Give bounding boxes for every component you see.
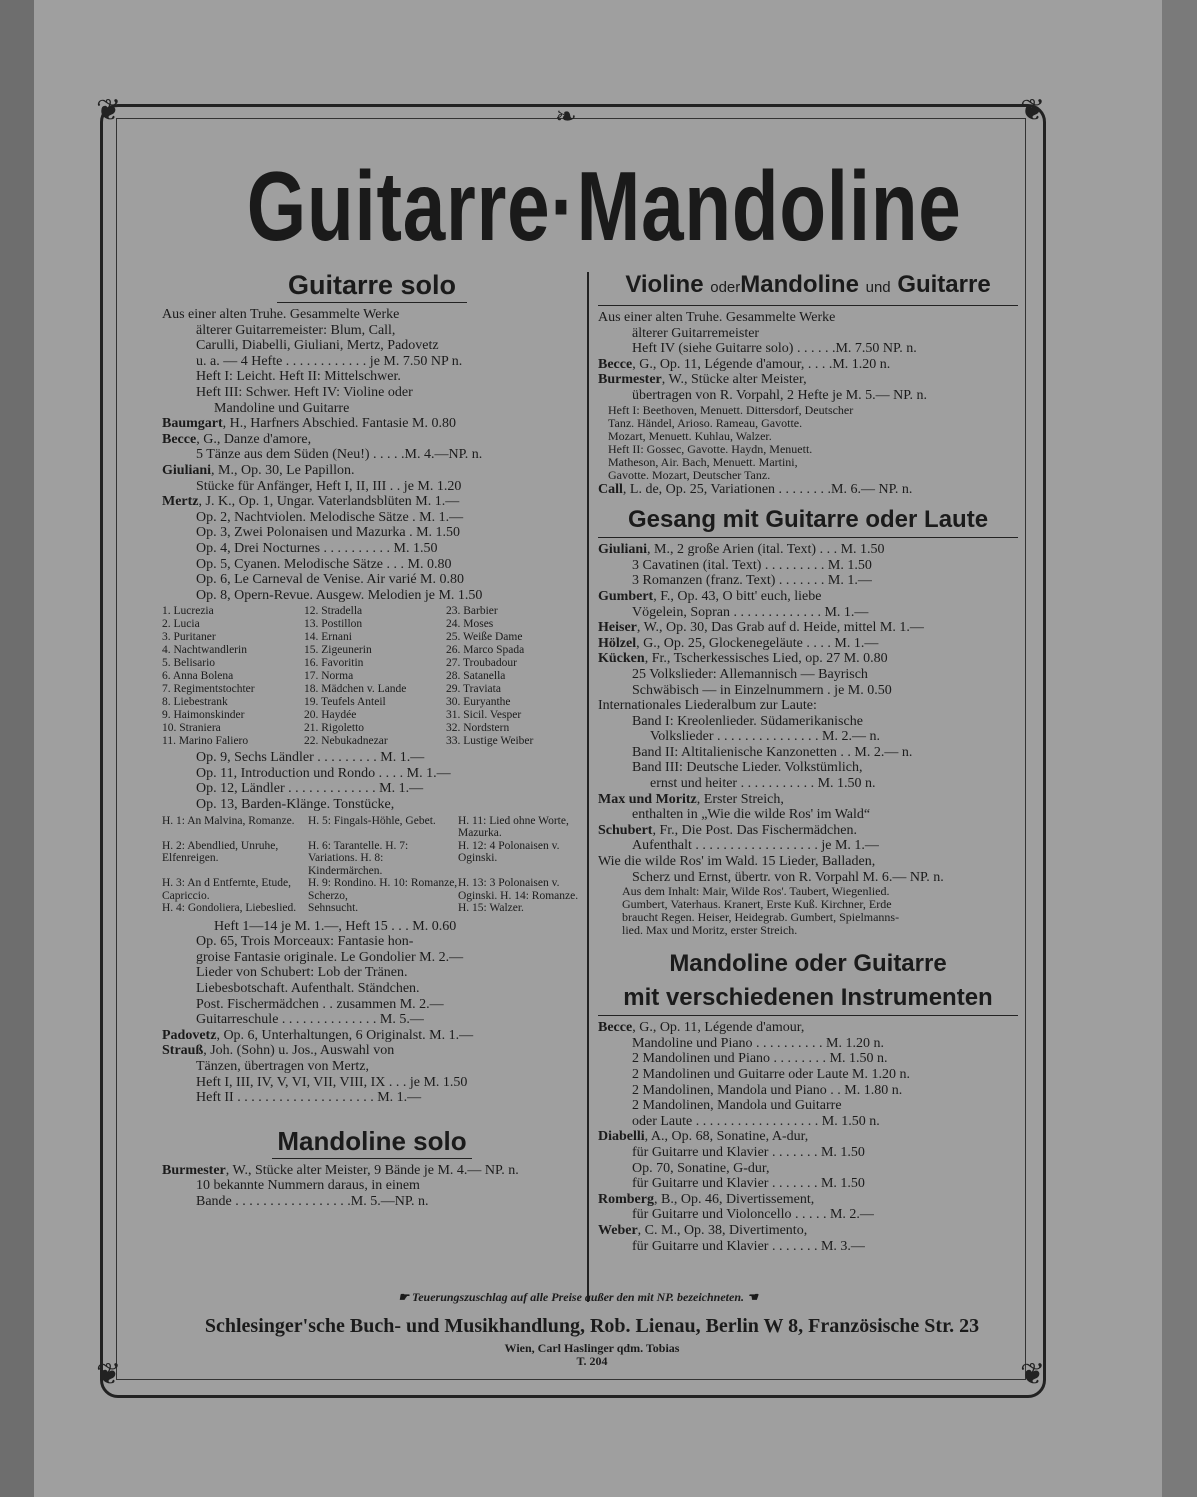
opera-item: 32. Nordstern bbox=[446, 722, 510, 735]
section-heading-guitarre-solo: Guitarre solo bbox=[287, 270, 457, 300]
opera-item: 5. Belisario bbox=[162, 657, 216, 670]
opera-item: 6. Anna Bolena bbox=[162, 670, 234, 683]
opera-item: 12. Stradella bbox=[304, 605, 363, 618]
contents-line: Mozart, Menuett. Kuhlau, Walzer. bbox=[608, 428, 772, 443]
barden-item: H. 13: 3 Polonaisen v. Oginski. H. 14: Romanze. bbox=[458, 877, 579, 902]
barden-item: H. 3: An d Entfernte, Etude, Capriccio. bbox=[162, 877, 292, 902]
entry-line: Guitarreschule . . . . . . . . . . . . . . M. 5.— bbox=[196, 1012, 424, 1028]
entry-line: Op. 3, Zwei Polonaisen und Mazurka . M. 1.50 bbox=[196, 525, 461, 541]
opera-item: 31. Sicil. Vesper bbox=[446, 709, 522, 722]
opera-item: 29. Traviata bbox=[446, 683, 501, 696]
opera-item: 13. Postillon bbox=[304, 618, 363, 631]
entry-line: Kücken, Fr., Tscherkessisches Lied, op. 27 M. 0.80 bbox=[598, 651, 888, 667]
entry-line: Weber, C. M., Op. 38, Divertimento, bbox=[598, 1222, 808, 1238]
barden-item: H. 1: An Malvina, Romanze. bbox=[162, 814, 295, 827]
entry-line: Internationales Liederalbum zur Laute: bbox=[598, 698, 817, 714]
heading-word: Mandoline bbox=[740, 271, 859, 298]
corner-ornament-icon: ❦ bbox=[96, 94, 122, 127]
opera-item: 25. Weiße Dame bbox=[446, 631, 523, 644]
opera-item: 22. Nebukadnezar bbox=[304, 735, 388, 748]
contents-line: braucht Regen. Heiser, Heidegrab. Gumbert, Spielmanns- bbox=[622, 910, 900, 925]
opera-item: 20. Haydée bbox=[304, 709, 357, 722]
barden-item: H. 9: Rondino. H. 10: Romanze, Scherzo, bbox=[308, 877, 458, 902]
entry-line: Liebesbotschaft. Aufenthalt. Ständchen. bbox=[196, 981, 420, 997]
publisher-vienna: Wien, Carl Haslinger qdm. Tobias bbox=[504, 1341, 680, 1355]
entry-list bbox=[598, 542, 1018, 885]
opera-item: 9. Haimonskinder bbox=[162, 709, 245, 722]
entry-line: Becce, G., Danze d'amore, bbox=[162, 431, 312, 447]
publisher-line: Schlesinger'sche Buch- und Musikhandlung, Rob. Lienau, Berlin W 8, Französische Str. 23 bbox=[204, 1315, 980, 1337]
section-heading-mandoline-guitarre: Mandoline oder Guitarre bbox=[669, 950, 947, 978]
entry-line: Becce, G., Op. 11, Légende d'amour, . . . .M. 1.20 n. bbox=[598, 356, 891, 372]
entry-line: groise Fantasie originale. Le Gondolier M. 2.— bbox=[196, 949, 464, 965]
entry-line: Op. 8, Opern-Revue. Ausgew. Melodien je M. 1.50 bbox=[196, 587, 483, 603]
top-ornament-icon: ❧ bbox=[555, 102, 577, 131]
entry-line: u. a. — 4 Hefte . . . . . . . . . . . . je M. 7.50 NP n. bbox=[196, 353, 463, 369]
opera-item: 16. Favoritin bbox=[304, 657, 364, 670]
entry-line: Diabelli, A., Op. 68, Sonatine, A-dur, bbox=[598, 1129, 809, 1145]
entry-line: Band II: Altitalienische Kanzonetten . . M. 2.— n. bbox=[632, 744, 913, 760]
entry-line: ernst und heiter . . . . . . . . . . . M. 1.50 n. bbox=[650, 776, 876, 792]
entry-line: 2 Mandolinen, Mandola und Piano . . M. 1.80 n. bbox=[632, 1082, 903, 1098]
barden-item: H. 2: Abendlied, Unruhe, Elfenreigen. bbox=[162, 839, 279, 865]
opera-item: 17. Norma bbox=[304, 670, 354, 683]
entry-line: 2 Mandolinen, Mandola und Guitarre bbox=[632, 1098, 842, 1114]
left-column bbox=[162, 270, 582, 1210]
contents-line: lied. Max und Moritz, erster Streich. bbox=[622, 923, 798, 938]
opera-item: 23. Barbier bbox=[446, 605, 498, 618]
entry-line: Schubert, Fr., Die Post. Das Fischermädchen. bbox=[598, 822, 857, 838]
entry-list bbox=[162, 919, 582, 1106]
entry-line: Carulli, Diabelli, Giuliani, Mertz, Padovetz bbox=[196, 338, 439, 354]
entry-list bbox=[162, 307, 582, 603]
entry-line: Giuliani, M., Op. 30, Le Papillon. bbox=[162, 462, 355, 478]
opera-item: 27. Troubadour bbox=[446, 657, 517, 670]
opera-item: 26. Marco Spada bbox=[446, 644, 525, 657]
entry-line: Post. Fischermädchen . . zusammen M. 2.— bbox=[196, 996, 444, 1012]
barden-item: H. 5: Fingals-Höhle, Gebet. bbox=[308, 814, 436, 827]
opera-item: 30. Euryanthe bbox=[446, 696, 511, 709]
entry-line: Romberg, B., Op. 46, Divertissement, bbox=[598, 1191, 815, 1207]
surcharge-note-text: Teuerungszuschlag auf alle Preise außer den mit NP. bezeichneten. bbox=[411, 1290, 745, 1304]
barden-item: H. 12: 4 Polonaisen v. Oginski. bbox=[458, 839, 560, 865]
entry-line: Tänzen, übertragen von Mertz, bbox=[196, 1059, 369, 1074]
opera-item: 14. Ernani bbox=[304, 631, 352, 644]
heading-rule bbox=[277, 302, 467, 303]
opera-item: 11. Marino Faliero bbox=[162, 735, 249, 748]
opera-item: 21. Rigoletto bbox=[304, 722, 365, 735]
entry-line: Op. 2, Nachtviolen. Melodische Sätze . M. 1.— bbox=[196, 509, 464, 525]
entry-line: für Guitarre und Violoncello . . . . . M. 2.— bbox=[632, 1207, 874, 1223]
entry-line: Gumbert, F., Op. 43, O bitt' euch, liebe bbox=[598, 588, 822, 604]
corner-ornament-icon: ❦ bbox=[96, 1358, 122, 1391]
entry-line: Strauß, Joh. (Sohn) u. Jos., Auswahl von bbox=[162, 1043, 395, 1059]
entry-line: Burmester, W., Stücke alter Meister, bbox=[598, 372, 807, 388]
opera-item: 24. Moses bbox=[446, 618, 494, 631]
entry-line: Bande . . . . . . . . . . . . . . . . .M. 5.—NP. n. bbox=[196, 1193, 429, 1209]
entry-line: Mandoline und Piano . . . . . . . . . . M. 1.20 n. bbox=[632, 1035, 884, 1051]
entry-line: Op. 6, Le Carneval de Venise. Air varié M. 0.80 bbox=[196, 572, 465, 588]
entry-line: Mandoline und Guitarre bbox=[214, 400, 350, 416]
entry-line: 3 Cavatinen (ital. Text) . . . . . . . . . M. 1.50 bbox=[632, 557, 872, 573]
heading-word: Violine bbox=[625, 271, 704, 298]
section-heading-mandoline-solo: Mandoline solo bbox=[277, 1125, 467, 1156]
right-column bbox=[598, 270, 1018, 1254]
book-gutter bbox=[0, 0, 34, 1497]
barden-item: H. 6: Tarantelle. H. 7: Variations. H. 8: Kindermärchen. bbox=[308, 839, 409, 877]
page-edge bbox=[1162, 0, 1197, 1497]
entry-line: 2 Mandolinen und Guitarre oder Laute M. 1.20 n. bbox=[632, 1067, 910, 1082]
entry-line: 10 bekannte Nummern daraus, in einem bbox=[196, 1178, 420, 1194]
entry-line: Wie die wilde Ros' im Wald. 15 Lieder, Balladen, bbox=[598, 854, 876, 870]
entry-line: Mertz, J. K., Op. 1, Ungar. Vaterlandsblüten M. 1.— bbox=[162, 494, 460, 510]
entry-line: Heft III: Schwer. Heft IV: Violine oder bbox=[196, 384, 413, 400]
entry-line: Op. 4, Drei Nocturnes . . . . . . . . . . M. 1.50 bbox=[196, 540, 438, 556]
entry-line: Op. 12, Ländler . . . . . . . . . . . . . M. 1.— bbox=[196, 781, 424, 797]
opera-item: 19. Teufels Anteil bbox=[304, 696, 386, 709]
heading-word: oder bbox=[710, 279, 741, 296]
section-heading-gesang: Gesang mit Guitarre oder Laute bbox=[627, 506, 989, 534]
contents-line: Gumbert, Vaterhaus. Kranert, Erste Kuß. Kirchner, Erde bbox=[622, 897, 892, 912]
barden-item: H. 15: Walzer. bbox=[458, 902, 524, 915]
entry-line: Aus einer alten Truhe. Gesammelte Werke bbox=[598, 310, 836, 325]
heading-rule bbox=[598, 537, 1018, 538]
entry-line: enthalten in „Wie die wilde Ros' im Wald“ bbox=[632, 807, 871, 823]
column-divider bbox=[587, 272, 589, 1302]
surcharge-note: ☛ Teuerungszuschlag auf alle Preise außer den mit NP. bezeichneten. ☚ bbox=[398, 1290, 758, 1304]
entry-line: Heft I, III, IV, V, VI, VII, VIII, IX . . . je M. 1.50 bbox=[196, 1074, 468, 1090]
entry-line: Op. 11, Introduction und Rondo . . . . M. 1.— bbox=[196, 765, 451, 781]
entry-line: 2 Mandolinen und Piano . . . . . . . . M. 1.50 n. bbox=[632, 1051, 888, 1067]
opera-item: 3. Puritaner bbox=[162, 631, 216, 644]
barden-list bbox=[162, 815, 582, 915]
entry-line: Heft 1—14 je M. 1.—, Heft 15 . . . M. 0.60 bbox=[214, 918, 457, 934]
entry-line: älterer Guitarremeister: Blum, Call, bbox=[196, 322, 396, 338]
entry-line: Heft IV (siehe Guitarre solo) . . . . . .M. 7.50 NP. n. bbox=[632, 341, 917, 357]
entry-line: Heft I: Leicht. Heft II: Mittelschwer. bbox=[196, 369, 401, 385]
entry-line: übertragen von R. Vorpahl, 2 Hefte je M. 5.— NP. n. bbox=[632, 387, 927, 403]
contents-line: Matheson, Air. Bach, Menuett. Martini, bbox=[608, 454, 798, 469]
entry-line: Call, L. de, Op. 25, Variationen . . . . . . . .M. 6.— NP. n. bbox=[598, 481, 913, 497]
contents-line: Gavotte. Mozart, Deutscher Tanz. bbox=[608, 467, 771, 482]
contents-note bbox=[598, 885, 1018, 937]
opera-item: 28. Satanella bbox=[446, 670, 506, 683]
entry-list bbox=[162, 750, 582, 812]
entry-line: Giuliani, M., 2 große Arien (ital. Text) . . . M. 1.50 bbox=[598, 542, 885, 558]
corner-ornament-icon: ❦ bbox=[1020, 1358, 1046, 1391]
barden-item: H. 4: Gondoliera, Liebeslied. bbox=[162, 902, 297, 915]
entry-line: Vögelein, Sopran . . . . . . . . . . . . . M. 1.— bbox=[632, 604, 869, 620]
entry-line: für Guitarre und Klavier . . . . . . . M. 3.— bbox=[632, 1238, 865, 1254]
opera-item: 2. Lucia bbox=[162, 618, 200, 631]
heading-rule bbox=[598, 305, 1018, 306]
publisher-subline bbox=[162, 1342, 1022, 1368]
entry-line: Burmester, W., Stücke alter Meister, 9 Bände je M. 4.— NP. n. bbox=[162, 1162, 519, 1178]
entry-line: älterer Guitarremeister bbox=[632, 325, 760, 341]
entry-line: Becce, G., Op. 11, Légende d'amour, bbox=[598, 1020, 805, 1036]
entry-line: Stücke für Anfänger, Heft I, II, III . . je M. 1.20 bbox=[196, 478, 462, 494]
heading-word: Guitarre bbox=[897, 271, 991, 298]
entry-line: Baumgart, H., Harfners Abschied. Fantasie M. 0.80 bbox=[162, 416, 456, 432]
entry-line: 3 Romanzen (franz. Text) . . . . . . . M. 1.— bbox=[632, 573, 872, 589]
opera-item: 1. Lucrezia bbox=[162, 605, 214, 618]
heading-rule bbox=[598, 1015, 1018, 1016]
catalogue-code: T. 204 bbox=[576, 1354, 608, 1368]
section-heading-instrumenten: mit verschiedenen Instrumenten bbox=[623, 984, 993, 1012]
entry-line: Op. 9, Sechs Ländler . . . . . . . . . M. 1.— bbox=[196, 750, 425, 766]
opera-item: 33. Lustige Weiber bbox=[446, 735, 534, 748]
entry-line: Schwäbisch — in Einzelnummern . je M. 0.50 bbox=[632, 682, 892, 698]
entry-list bbox=[598, 1020, 1018, 1254]
entry-line: 5 Tänze aus dem Süden (Neu!) . . . . .M. 4.—NP. n. bbox=[196, 447, 483, 463]
entry-line: Volkslieder . . . . . . . . . . . . . . . M. 2.— n. bbox=[650, 729, 880, 745]
contents-note bbox=[598, 404, 1018, 482]
entry-line: Max und Moritz, Erster Streich, bbox=[598, 791, 784, 807]
entry-line: Lieder von Schubert: Lob der Tränen. bbox=[196, 965, 408, 981]
entry-list bbox=[598, 482, 1018, 498]
entry-line: Padovetz, Op. 6, Unterhaltungen, 6 Originalst. M. 1.— bbox=[162, 1027, 474, 1043]
entry-list bbox=[162, 1163, 582, 1210]
entry-line: Op. 5, Cyanen. Melodische Sätze . . . M. 0.80 bbox=[196, 556, 452, 572]
entry-line: 25 Volkslieder: Allemannisch — Bayrisch bbox=[632, 666, 868, 682]
entry-line: Op. 65, Trois Morceaux: Fantasie hon- bbox=[196, 934, 414, 950]
entry-line: Hölzel, G., Op. 25, Glockenegeläute . . . . M. 1.— bbox=[598, 635, 879, 651]
barden-item: Sehnsucht. bbox=[308, 902, 359, 915]
entry-line: Heiser, W., Op. 30, Das Grab auf d. Heide, mittel M. 1.— bbox=[598, 620, 924, 636]
entry-line: für Guitarre und Klavier . . . . . . . M. 1.50 bbox=[632, 1176, 865, 1192]
entry-line: Band I: Kreolenlieder. Südamerikanische bbox=[632, 713, 863, 729]
section-heading-violine bbox=[598, 270, 1018, 303]
entry-line: Heft II . . . . . . . . . . . . . . . . . . . . M. 1.— bbox=[196, 1090, 422, 1106]
opera-item: 15. Zigeunerin bbox=[304, 644, 372, 657]
entry-line: Op. 13, Barden-Klänge. Tonstücke, bbox=[196, 797, 395, 813]
entry-line: Aufenthalt . . . . . . . . . . . . . . . . . . je M. 1.— bbox=[632, 838, 879, 854]
opera-item: 4. Nachtwandlerin bbox=[162, 644, 247, 657]
opera-list bbox=[162, 605, 582, 748]
opera-item: 7. Regimentstochter bbox=[162, 683, 255, 696]
entry-line: Op. 70, Sonatine, G-dur, bbox=[632, 1160, 770, 1176]
entry-line: oder Laute . . . . . . . . . . . . . . . . . . M. 1.50 n. bbox=[632, 1113, 880, 1129]
entry-line: für Guitarre und Klavier . . . . . . . M. 1.50 bbox=[632, 1144, 865, 1160]
heading-rule bbox=[272, 1158, 472, 1159]
heading-word: und bbox=[865, 279, 891, 296]
opera-item: 18. Mädchen v. Lande bbox=[304, 683, 407, 696]
contents-line: Aus dem Inhalt: Mair, Wilde Ros'. Taubert, Wiegenlied. bbox=[622, 884, 890, 899]
contents-line: Heft II: Gossec, Gavotte. Haydn, Menuett. bbox=[608, 441, 813, 456]
opera-item: 10. Straniera bbox=[162, 722, 221, 735]
page-title: Guitarre·Mandoline bbox=[246, 151, 962, 261]
corner-ornament-icon: ❦ bbox=[1020, 94, 1046, 127]
entry-list bbox=[598, 310, 1018, 404]
contents-line: Heft I: Beethoven, Menuett. Dittersdorf, Deutscher bbox=[608, 402, 854, 417]
contents-line: Tanz. Händel, Arioso. Rameau, Gavotte. bbox=[608, 415, 803, 430]
entry-line: Aus einer alten Truhe. Gesammelte Werke bbox=[162, 307, 400, 322]
opera-item: 8. Liebestrank bbox=[162, 696, 228, 709]
entry-line: Band III: Deutsche Lieder. Volkstümlich, bbox=[632, 760, 863, 776]
barden-item: H. 11: Lied ohne Worte, Mazurka. bbox=[458, 814, 569, 840]
entry-line: Scherz und Ernst, übertr. von R. Vorpahl M. 6.— NP. n. bbox=[632, 869, 944, 885]
